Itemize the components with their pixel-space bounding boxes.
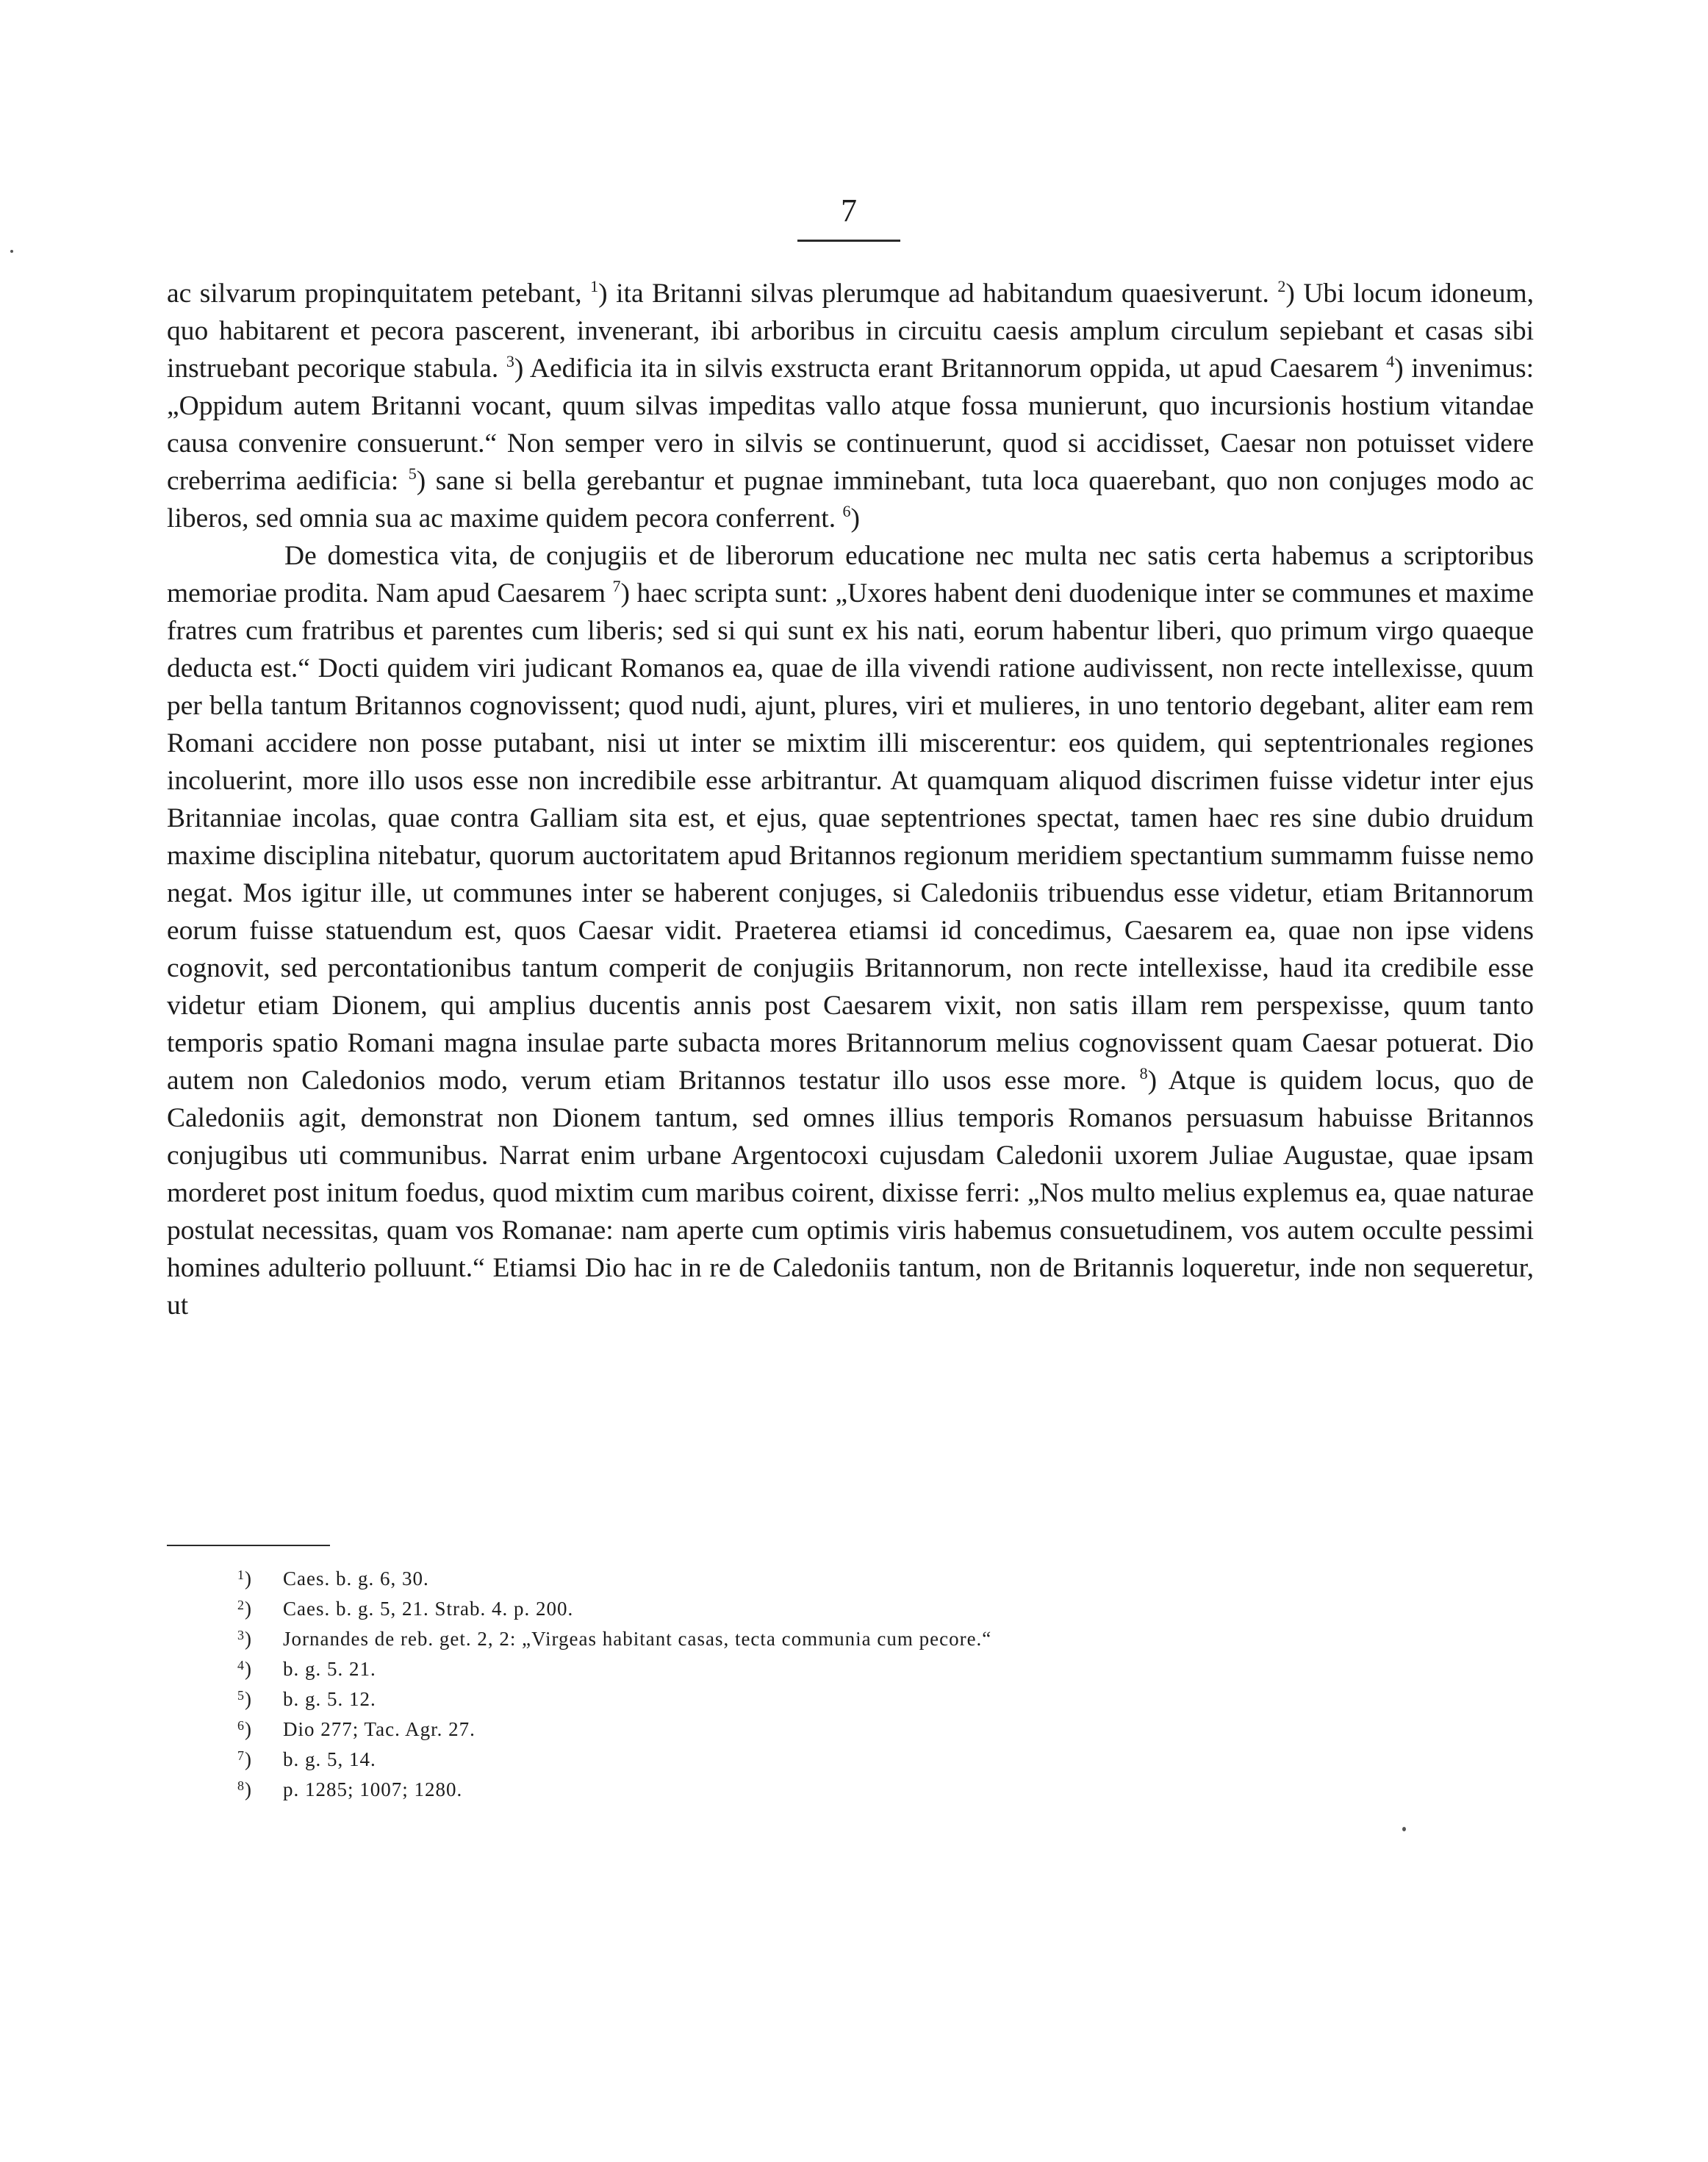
paragraph-text: ) Atque is quidem locus, quo de Caledoniis agit, demonstrat non Dionem tantum, sed omnes illius temporis Romanos persuasum habuisse Britannos conjugibus uti communibus. Narrat enim urbane Argentocoxi cujusdam Caledonii uxorem Juliae Augustae, quae ipsam morderet post initum foedus, quod mixtim cum maribus coirent, dixisse ferri: „Nos multo melius explemus ea, quae naturae postulat necessitas, quam vos Romanae: nam aperte cum optimis viris habemus consuetudinem, vos autem occulte pessimi homines adulterio polluunt.“ Etiamsi Dio hac in re de Caledoniis tantum, non de Britannis loqueretur, inde non sequeretur, ut bbox=[167, 1066, 1534, 1321]
footnote bbox=[237, 1624, 1340, 1654]
page-number-rule bbox=[797, 240, 900, 242]
footnote-reference: 6 bbox=[842, 502, 851, 520]
paragraph-text: ) haec scripta sunt: „Uxores habent deni duodenique inter se communes et maxime fratres cum fratribus et parentes cum liberis; sed si qui sunt ex his nati, eorum habentur liberi, quo primum virgo quaeque deducta est.“ Docti quidem viri judicant Romanos ea, quae de illa vivendi ratione audivissent, non recte intellexisse, quum per bella tantum Britannos cognovissent; quod nudi, ajunt, plures, viri et mulieres, in uno tentorio degebant, aliter eam rem Romani accidere non posse putabant, nisi ut inter se mixtim illi miscerentur: eos quidem, qui septentrionales regiones incoluerint, more illo usos esse non incredibile esse arbitrantur. At quamquam aliquod discrimen fuisse videtur inter ejus Britanniae incolas, quae contra Galliam sita est, et ejus, quae septentriones spectat, tamen haec res sine dubio druidum maxime disciplina nitebatur, quorum auctoritatem apud Britannos regionum meridiem spectantium summamm fuisse nemo negat. Mos igitur ille, ut communes inter se haberent conjuges, si Caledoniis tribuendus esse videtur, etiam Britannorum eorum fuisse statuendum est, quos Caesar vidit. Praeterea etiamsi id concedimus, Caesarem ea, quae non ipse videns cognovit, sed percontationibus tantum comperit de conjugiis Britannorum, non recte intellexisse, haud ita credibile esse videtur etiam Dionem, qui amplius ducentis annis post Caesarem vixit, non satis illam rem perspexisse, quum tanto temporis spatio Romani magna insulae parte subacta mores Britannorum melius cognovissent quam Caesar potuerat. Dio autem non Caledonios modo, verum etiam Britannos testatur illo usos esse more. bbox=[167, 578, 1534, 1096]
footnote-text: Caes. b. g. 6, 30. bbox=[283, 1567, 429, 1590]
footnote-reference: 3 bbox=[506, 352, 514, 370]
paragraph-text: ) invenimus: „Oppidum autem Britanni vocant, quum silvas impeditas vallo atque fossa munierunt, quo incursionis hostium vitandae causa convenire consuerunt.“ Non semper vero in silvis se continuerunt, quod si accidisset, Caesar non potuisset videre creberrima aedificia: bbox=[167, 353, 1535, 496]
scan-speck bbox=[1402, 1827, 1406, 1831]
page-number: 7 bbox=[841, 193, 857, 229]
footnote bbox=[237, 1684, 1340, 1714]
footnote bbox=[237, 1745, 1340, 1775]
footnote-reference: 2 bbox=[1277, 277, 1286, 295]
footnote-text: b. g. 5. 21. bbox=[283, 1658, 376, 1680]
footnote-marker: $^5$) bbox=[237, 1688, 252, 1710]
footnote-marker: $^1$) bbox=[237, 1567, 252, 1590]
footnote-text: p. 1285; 1007; 1280. bbox=[283, 1778, 463, 1800]
paragraph-text: ) ita Britanni silvas plerumque ad habitandum quaesiverunt. bbox=[598, 279, 1278, 309]
paragraph-text: De domestica vita, de conjugiis et de liberorum educatione nec multa nec satis certa habemus a scriptoribus memoriae prodita. Nam apud Caesarem bbox=[167, 541, 1534, 608]
paragraph bbox=[167, 537, 1534, 1324]
footnote-text: b. g. 5, 14. bbox=[283, 1748, 376, 1770]
paragraph-text: ac silvarum propinquitatem petebant, bbox=[167, 279, 591, 309]
footnote bbox=[237, 1564, 1340, 1594]
paragraph-text: ) Ubi locum idoneum, quo habitarent et pecora pascerent, invenerant, ibi arboribus in circuitu caesis amplum circulum sepiebant et casas sibi instruebant pecorique stabula. bbox=[167, 279, 1534, 384]
footnote-marker: $^7$) bbox=[237, 1748, 252, 1770]
footnote-reference: 4 bbox=[1386, 352, 1395, 370]
paragraph-text: ) Aedificia ita in silvis exstructa erant Britannorum oppida, ut apud Caesarem bbox=[514, 353, 1387, 384]
footnote-reference: 1 bbox=[590, 277, 599, 295]
footnote-marker: $^6$) bbox=[237, 1718, 252, 1740]
footnote-marker: $^4$) bbox=[237, 1658, 252, 1680]
footnote-text: Caes. b. g. 5, 21. Strab. 4. p. 200. bbox=[283, 1598, 574, 1620]
footnote bbox=[237, 1594, 1340, 1624]
paragraph-text: ) sane si bella gerebantur et pugnae imminebant, tuta loca quaerebant, quo non conjuges modo ac liberos, sed omnia sua ac maxime quidem pecora conferrent. bbox=[167, 466, 1534, 534]
footnote-reference: 7 bbox=[612, 577, 621, 595]
footnote-reference: 8 bbox=[1139, 1064, 1148, 1082]
footnote-text: Jornandes de reb. get. 2, 2: „Virgeas habitant casas, tecta communia cum pecore.“ bbox=[283, 1628, 992, 1650]
footnote-marker: $^3$) bbox=[237, 1628, 252, 1650]
scan-speck bbox=[10, 250, 13, 253]
footnote-marker: $^2$) bbox=[237, 1598, 252, 1620]
footnote bbox=[237, 1654, 1340, 1684]
body-text bbox=[167, 275, 1534, 1324]
paragraph-text: ) bbox=[850, 503, 860, 534]
footnotes bbox=[237, 1564, 1340, 1805]
footnote bbox=[237, 1775, 1340, 1805]
footnote-text: Dio 277; Tac. Agr. 27. bbox=[283, 1718, 476, 1740]
footnote-separator bbox=[167, 1545, 330, 1546]
paragraph bbox=[167, 275, 1534, 537]
footnote bbox=[237, 1714, 1340, 1745]
footnote-marker: $^8$) bbox=[237, 1778, 252, 1800]
footnote-reference: 5 bbox=[408, 464, 417, 483]
footnote-text: b. g. 5. 12. bbox=[283, 1688, 376, 1710]
